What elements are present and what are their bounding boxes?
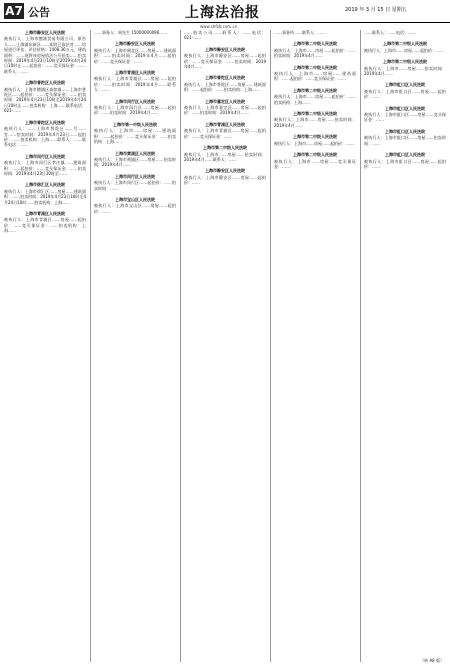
court-notice — [94, 122, 176, 145]
notice-body: 被执行人：上海市……房屋……起拍价：…… — [274, 140, 354, 146]
court-notice — [364, 82, 446, 99]
notice-title: 上海市第二中级人民法院 — [293, 41, 337, 47]
notice-title: 上海市第二中级人民法院 — [293, 152, 337, 158]
court-notice — [274, 30, 356, 35]
notice-body: 被执行人：……上海市普陀区……号……室……拍卖时间：2019年4月23日……起拍价：……拍卖机构：上海……联系人：……联系电话：…… — [4, 126, 86, 148]
court-notice — [4, 182, 86, 205]
notice-column — [184, 30, 266, 662]
court-notice — [364, 41, 446, 53]
masthead: 上海法治报 — [185, 5, 260, 21]
notice-title: 上海市虹口区人民法院 — [385, 82, 425, 88]
notice-title: 上海市虹口区人民法院 — [385, 105, 425, 111]
notice-title: 上海市普陀区人民法院 — [25, 80, 65, 86]
notice-body: 被执行人：上海市闸北区……房屋……建筑面积：……拍卖时间：2019年4月……起拍价：……竞买保证金：…… — [94, 47, 176, 64]
notice-body: 被执行人：上海市普陀区……房屋……建筑面积：……起拍价：……拍卖机构：上海…… — [184, 81, 266, 93]
court-notice — [94, 197, 176, 214]
notice-body: 被执行人：上海市宝山区……房屋……起拍价：…… — [94, 203, 176, 214]
notice-body: 被执行人：上海市……房屋……建筑面积：……起拍价：……竞买保证金：…… — [274, 71, 356, 82]
court-notice — [94, 70, 176, 93]
column-divider — [180, 30, 181, 662]
notice-body: 被执行人：上海市……房屋……拍卖时间：2019年4月……联系人：…… — [184, 151, 266, 162]
court-notice — [364, 59, 446, 76]
notice-body: 被执行人：上海市……房屋……建筑面积：……起拍价：……竞买保证金：……拍卖机构：上海…… — [94, 128, 176, 145]
section-badge: A7 — [5, 4, 23, 18]
notice-title: 上海市青浦区人民法院 — [25, 210, 65, 216]
notice-title: 上海市第二中级人民法院 — [293, 87, 337, 93]
notice-title: 上海市闵行区人民法院 — [115, 98, 155, 104]
court-notice — [94, 41, 176, 64]
notice-title: 上海市普陀区人民法院 — [205, 75, 245, 81]
court-notice — [4, 211, 86, 234]
notice-title: 上海市静安区人民法院 — [205, 168, 245, 174]
notice-title: 上海市虹口区人民法院 — [385, 152, 425, 158]
notice-title: 上海市青浦区人民法院 — [205, 121, 245, 127]
court-notice — [4, 30, 86, 74]
notice-body: 被执行人：上海市嘉定区……房屋……起拍价：……拍卖时间：2019年4月…… — [184, 105, 266, 116]
notice-body: 被执行人：上海市虹口区……房屋……竞买保证金：…… — [364, 112, 446, 123]
section-name: 公告 — [28, 6, 50, 19]
page-header — [0, 0, 450, 23]
court-notice — [184, 168, 266, 185]
continued-note: （转 A8 版） — [420, 658, 444, 663]
notice-body: 被执行人：上海市德浦区真如镇……上海市普陀区……起拍价：……竞买保证金：……拍卖时间：2019年4月23日10时至2019年4月24日10时止……拍卖机构：上海……联系电话：021-…… — [4, 86, 86, 114]
notice-title: 上海市闵行区人民法院 — [25, 153, 65, 159]
notice-body: 被执行人：上海市德浦贸易有限公司，原告人……上海浦东新区……本院已依法对……房屋进行评估，评估价格：1408.36万元，建筑面积：……现将该房屋依法公开拍卖……拍卖时间：2019年4月23日10时至2019年4月24日10时止……起拍价：……竞买保证金：……联系人：…… — [4, 36, 86, 74]
column-divider — [360, 30, 361, 662]
notice-title: 上海市嘉定区人民法院 — [205, 98, 245, 104]
court-notice — [184, 47, 266, 70]
notice-column — [94, 30, 176, 662]
notice-title: 上海市第二中级人民法院 — [203, 145, 247, 151]
notice-body: ……联系人：……电话：…… — [364, 30, 416, 35]
court-notice — [364, 30, 446, 35]
notice-title: 上海市徐汇区人民法院 — [25, 182, 65, 188]
notice-body: 被执行人：上海市……房屋……起拍价：……拍卖时间：2019年4月…… — [274, 47, 356, 59]
court-notice — [184, 30, 266, 41]
court-notice — [184, 99, 266, 116]
notice-title: 上海市第二中级人民法院 — [293, 111, 337, 117]
court-notice — [274, 41, 356, 58]
notice-body: 被执行人：上海市闵行区莘庄镇……建筑面积：……起拍价：……竞买保证金：……拍卖时间：2019年4月23日10时至…… — [4, 160, 86, 176]
notice-body: ……事务人：周先生 15000000096…… — [94, 30, 168, 35]
notice-body: ……拍卖公司……联系人：……电话：021-…… — [184, 30, 266, 41]
notice-title: 上海市第一中级人民法院 — [113, 121, 157, 127]
court-notice — [94, 174, 176, 191]
notice-body: 被执行人：上海市徐汇区……房屋……建筑面积：……拍卖时间：2019年4月23日10时至4月24日10时……拍卖机构：上海…… — [4, 188, 86, 205]
notice-body: 被执行人：上海市……房屋……拍卖时间：2019年4月…… — [364, 65, 446, 77]
notice-column — [4, 30, 86, 662]
notice-body: 被执行人：上海市……房屋……起拍价：…… — [364, 47, 444, 53]
court-notice — [4, 154, 86, 177]
notice-body: 被执行人：上海市……房屋……起拍价：……拍卖机构：上海…… — [274, 94, 356, 105]
date-line: 2019 年 3 月 15 日 星期五 — [345, 7, 407, 13]
court-notice — [364, 129, 446, 146]
notice-column — [274, 30, 356, 662]
notice-body: 被执行人：上海市青浦区……房屋……起拍价：……竞买保证金：……拍卖机构：上海…… — [4, 217, 86, 234]
court-notice — [4, 120, 86, 148]
court-notice — [364, 106, 446, 123]
notice-body: 被执行人：上海市静安区……房屋……起拍价：…… — [184, 174, 266, 186]
notice-title: 上海市静安区人民法院 — [25, 30, 65, 35]
notice-body: 被执行人：上海市静安区……房屋……起拍价：……竞买保证金：……拍卖时间：2019年4月…… — [184, 53, 266, 70]
court-notice — [184, 145, 266, 162]
court-notice — [274, 65, 356, 82]
court-notice — [274, 111, 356, 128]
notice-title: 上海市第二中级人民法院 — [383, 41, 427, 47]
court-notice — [184, 122, 266, 139]
notice-body: 被执行人：上海市虹口区……房屋……起拍价：…… — [364, 158, 446, 169]
notice-title: 上海市虹口区人民法院 — [385, 128, 425, 134]
notice-title: 上海市第二中级人民法院 — [293, 134, 337, 140]
notice-title: 上海市黄浦区人民法院 — [115, 150, 155, 156]
notice-body: 被执行人：上海市……房屋……拍卖时间：2019年4月…… — [274, 117, 356, 128]
court-notice — [94, 151, 176, 168]
court-notice — [274, 134, 356, 146]
notice-title: 上海市闵行区人民法院 — [115, 173, 155, 179]
court-notice — [364, 152, 446, 169]
column-divider — [90, 30, 91, 662]
court-notice — [274, 152, 356, 169]
notice-title: 上海市宝山区人民法院 — [115, 196, 155, 202]
website-url: www.shfzb.com.cn — [200, 24, 238, 29]
column-divider — [270, 30, 271, 662]
notice-body: 被执行人：上海市闵行区……房屋……起拍价：……拍卖时间：2019年4月…… — [94, 105, 176, 116]
notice-body: ……事务所……联系人：…… — [274, 30, 326, 35]
notice-title: 上海市第二中级人民法院 — [383, 59, 427, 65]
notice-title: 上海市第二中级人民法院 — [293, 64, 337, 70]
notice-body: 被执行人：上海市青浦区……房屋……起拍价：……竞买保证金：…… — [184, 128, 266, 139]
court-notice — [184, 75, 266, 92]
notice-body: 被执行人：上海市虹口区……房屋……拍卖时间：…… — [364, 135, 446, 146]
court-notice — [274, 88, 356, 105]
notice-body: 被执行人：上海市闵行区……起拍价：……拍卖时间：…… — [94, 180, 176, 191]
court-notice — [94, 99, 176, 116]
notice-body: 被执行人：上海市虹口区……房屋……起拍价：…… — [364, 88, 446, 100]
notice-body: 被执行人：上海市青浦区……房屋……起拍价：……拍卖时间：2019年4月……联系人：…… — [94, 76, 176, 93]
court-notice — [4, 80, 86, 113]
notice-title: 上海市静安区人民法院 — [115, 41, 155, 47]
notice-body: 被执行人：上海市……房屋……竞买保证金：…… — [274, 158, 356, 169]
notice-column — [364, 30, 446, 662]
notice-title: 上海市静安区人民法院 — [205, 46, 245, 52]
notice-body: 被执行人：上海市黄浦区……房屋……拍卖时间：2019年4月…… — [94, 156, 176, 168]
notice-title: 上海市青浦区人民法院 — [115, 70, 155, 76]
court-notice — [94, 30, 176, 35]
notice-title: 上海市普陀区人民法院 — [25, 119, 65, 125]
